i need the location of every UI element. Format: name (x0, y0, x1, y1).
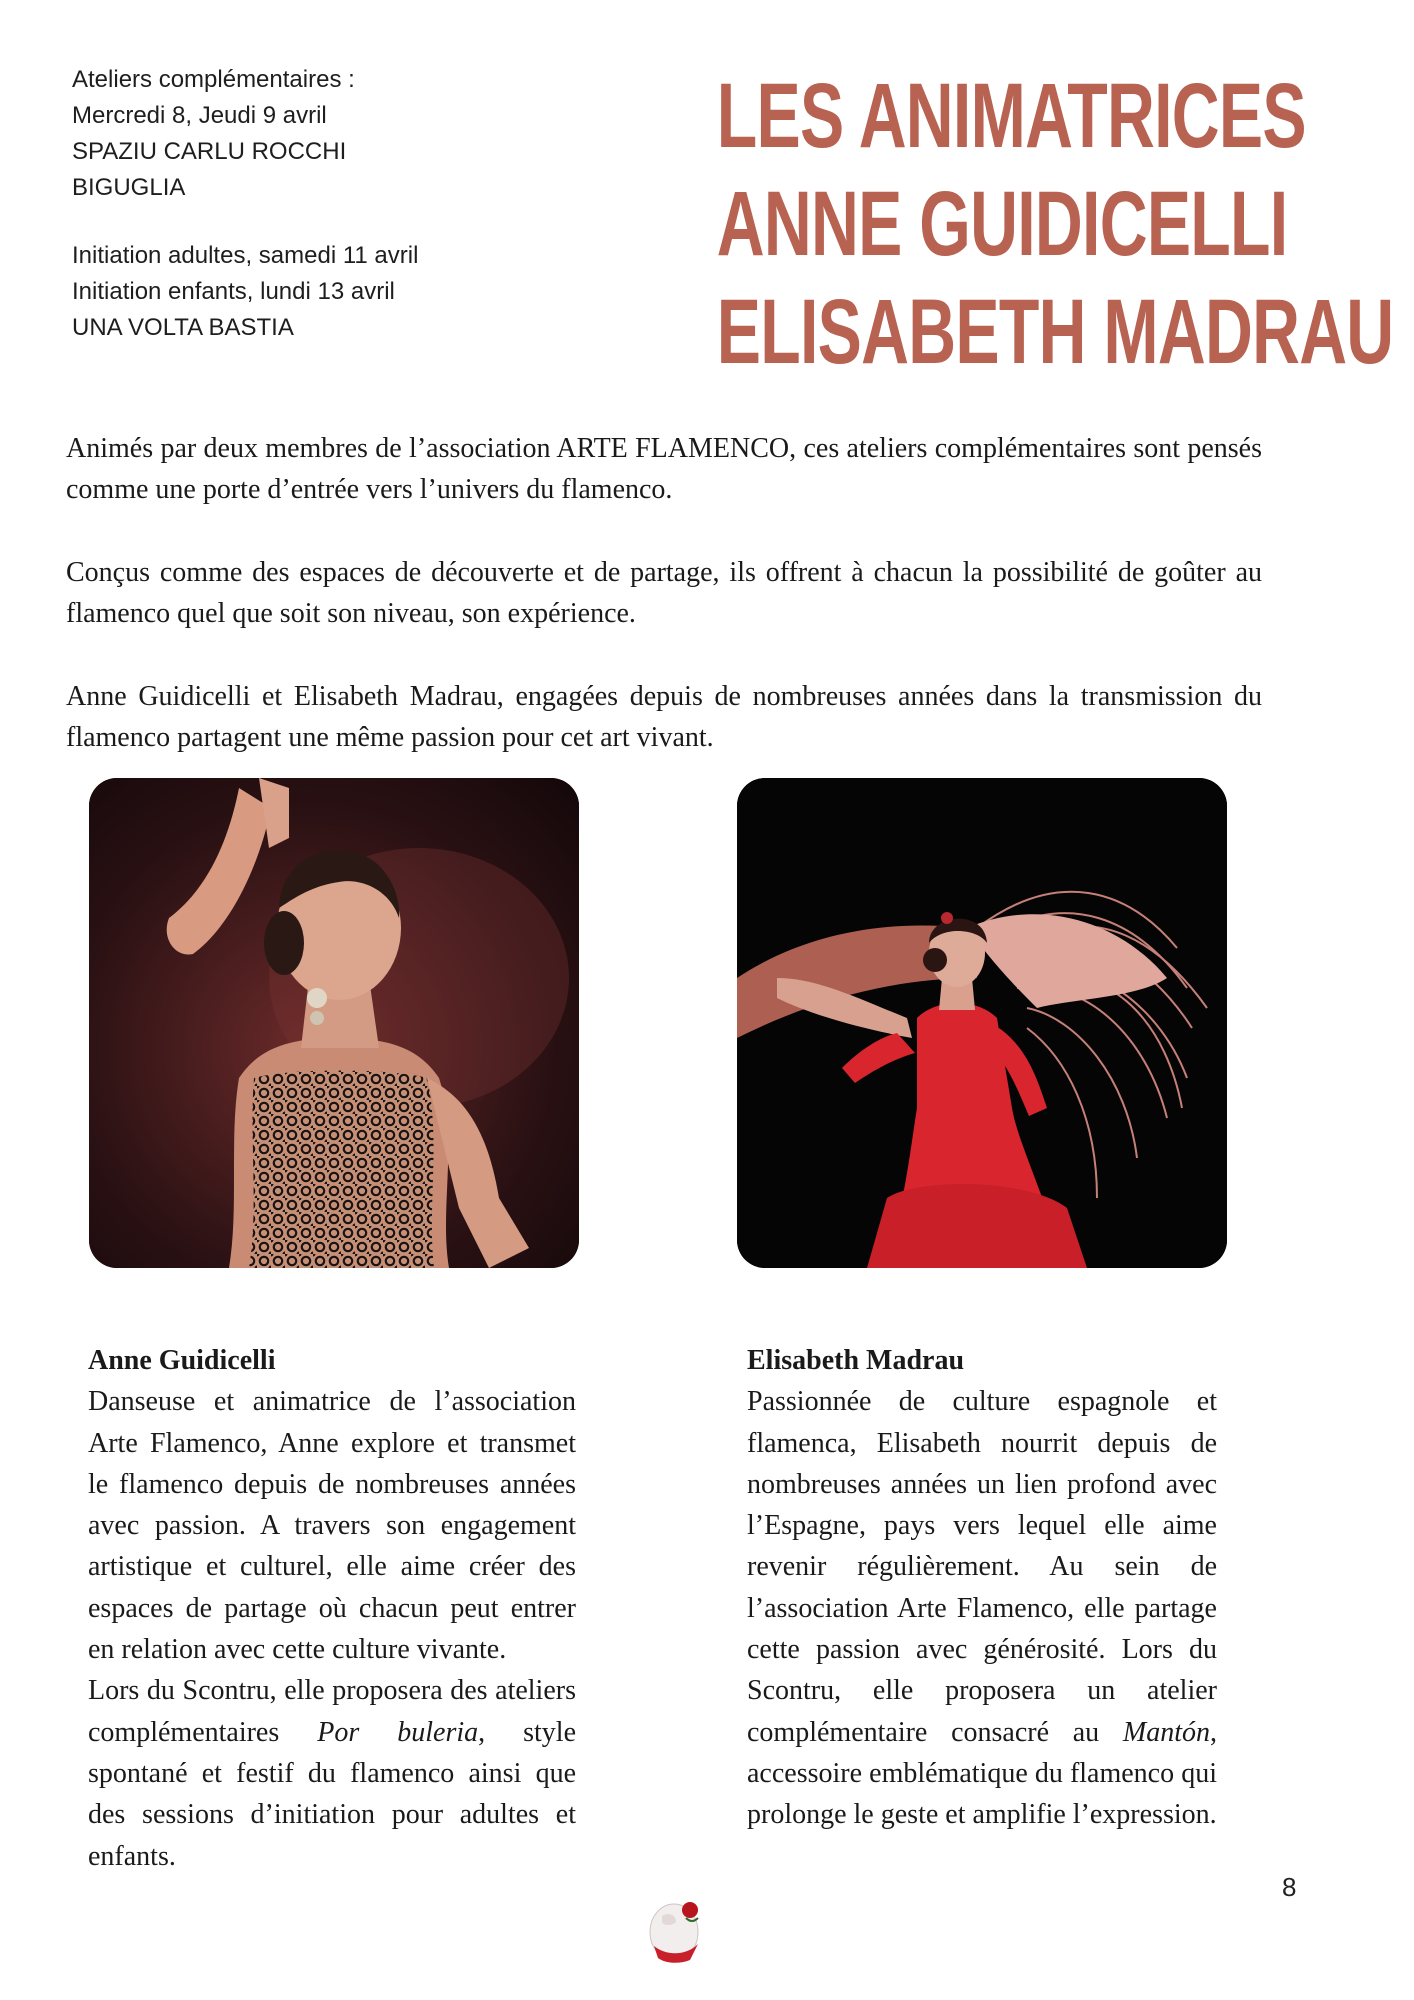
workshop-info (72, 62, 512, 346)
intro-paragraph-3: Anne Guidicelli et Elisabeth Madrau, engagées depuis de nombreuses années dans la transmission du flamenco partagent une même passion pour cet art vivant. (66, 681, 1262, 753)
bio-text: , accessoire emblématique du flamenco qui prolonge le geste et amplifie l’expression. (747, 1716, 1217, 1831)
page-title (504, 62, 1394, 386)
spacer (72, 206, 512, 238)
bio-paragraph-2 (88, 1670, 576, 1876)
association-logo (646, 1896, 708, 1966)
ateliers-city: BIGUGLIA (72, 174, 186, 201)
page-number: 8 (1282, 1872, 1297, 1902)
intro-paragraph-2: Conçus comme des espaces de découverte et de partage, ils offrent à chacun la possibilité de goûter au flamenco quel que soit son niveau, son expérience. (66, 557, 1262, 629)
bio-elisabeth-madrau (747, 1340, 1217, 1836)
bio-paragraph-1: Danseuse et animatrice de l’association Arte Flamenco, Anne explore et transmet le flamenco depuis de nombreuses années avec passion. A travers son engagement artistique et culturel, elle aime créer des espaces de partage où chacun peut entrer en relation avec cette culture vivante. (88, 1386, 576, 1666)
bio-paragraph-1 (747, 1381, 1217, 1835)
title-line-3: ELISABETH MADRAU (716, 281, 1394, 383)
dancer-with-manton-illustration (737, 778, 1227, 1268)
dancer-illustration (89, 778, 579, 1268)
bio-text: , style spontané et festif du flamenco ainsi que des sessions d’initiation pour adultes et enfants. (88, 1716, 576, 1872)
title-line-2: ANNE GUIDICELLI (716, 173, 1288, 275)
photo-elisabeth-madrau (737, 778, 1227, 1268)
title-line-1: LES ANIMATRICES (716, 65, 1306, 167)
fan-rose-logo-icon (646, 1896, 708, 1966)
ateliers-label: Ateliers complémentaires : (72, 66, 355, 93)
initiation-venue: UNA VOLTA BASTIA (72, 314, 294, 341)
bio-emphasis: Mantón (1122, 1716, 1210, 1748)
intro-text (66, 428, 1262, 800)
bio-name: Anne Guidicelli (88, 1345, 276, 1376)
initiation-adults: Initiation adultes, samedi 11 avril (72, 242, 419, 269)
bio-text: Passionnée de culture espagnole et flamenca, Elisabeth nourrit depuis de nombreuses années un lien profond avec l’Espagne, pays vers lequel elle aime revenir régulièrement. Au sein de l’association Arte Flamenco, elle partage cette passion avec générosité. Lors du Scontru, elle proposera un atelier complémentaire consacré au (747, 1386, 1217, 1748)
bio-name: Elisabeth Madrau (747, 1345, 965, 1376)
bio-anne-guidicelli (88, 1340, 576, 1877)
ateliers-dates: Mercredi 8, Jeudi 9 avril (72, 102, 327, 129)
bio-text: Lors du Scontru, elle proposera des ateliers complémentaires (88, 1675, 576, 1748)
photo-anne-guidicelli (89, 778, 579, 1268)
intro-paragraph-1: Animés par deux membres de l’association ARTE FLAMENCO, ces ateliers complémentaires sont pensés comme une porte d’entrée vers l’univers du flamenco. (66, 433, 1262, 505)
bio-emphasis: Por buleria (317, 1716, 479, 1748)
ateliers-venue: SPAZIU CARLU ROCCHI (72, 138, 347, 165)
initiation-children: Initiation enfants, lundi 13 avril (72, 278, 395, 305)
